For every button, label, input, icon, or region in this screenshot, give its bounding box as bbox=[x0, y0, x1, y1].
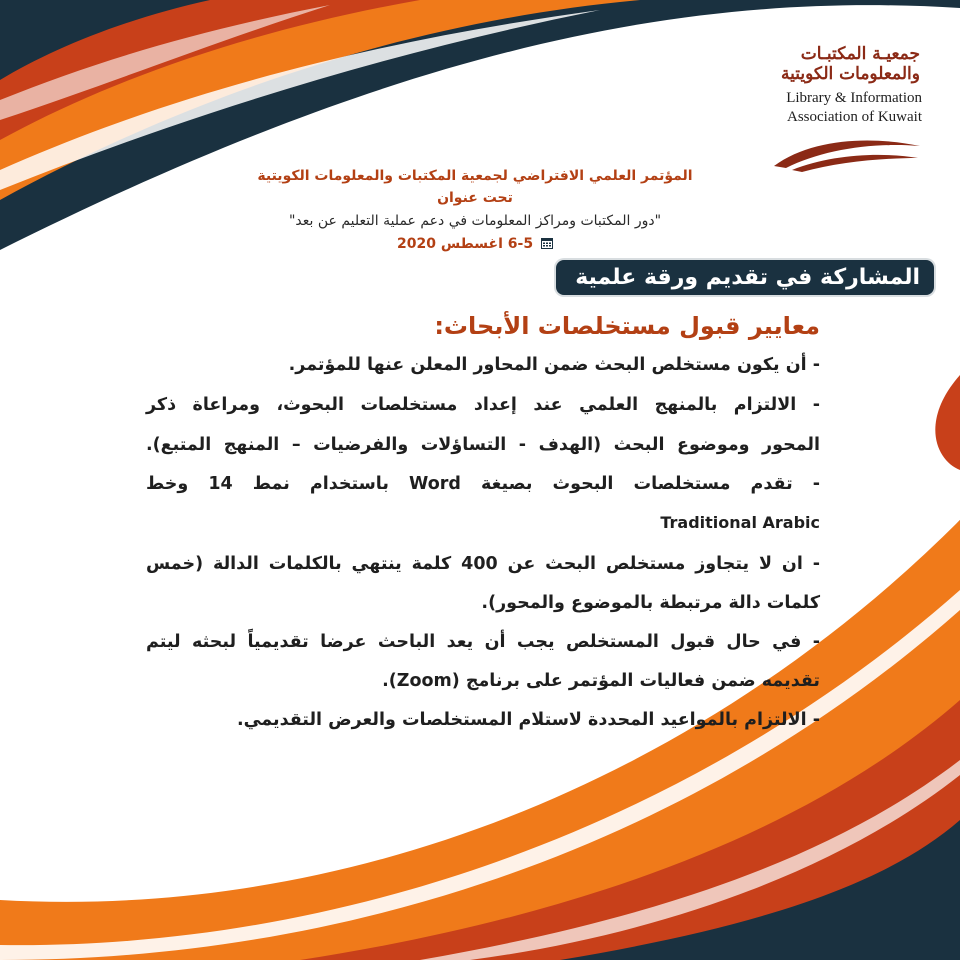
criteria-line: - الالتزام بالمنهج العلمي عند إعداد مستخلصات البحوث، ومراعاة ذكر bbox=[146, 395, 820, 415]
criteria-heading: معايير قبول مستخلصات الأبحاث: bbox=[434, 312, 820, 340]
criteria-line: - أن يكون مستخلص البحث ضمن المحاور المعلن عنها للمؤتمر. bbox=[288, 355, 820, 375]
logo-arabic-line1: جمعيـة المكتبـات bbox=[800, 44, 920, 64]
participation-banner-label: المشاركة في تقديم ورقة علمية bbox=[575, 265, 920, 290]
criteria-line: كلمات دالة مرتبطة بالموضوع والمحور). bbox=[481, 593, 820, 613]
criteria-line: المحور وموضوع البحث (الهدف - التساؤلات والفرضيات – المنهج المتبع). bbox=[146, 435, 820, 455]
conference-theme: "دور المكتبات ومراكز المعلومات في دعم عملية التعليم عن بعد" bbox=[288, 213, 662, 229]
conference-subtitle: تحت عنوان bbox=[437, 190, 513, 206]
criteria-line: - ان لا يتجاوز مستخلص البحث عن 400 كلمة ينتهي بالكلمات الدالة (خمس bbox=[146, 554, 821, 574]
criteria-line: تقديمه ضمن فعاليات المؤتمر على برنامج (Zoom). bbox=[382, 671, 820, 691]
criteria-line: - تقدم مستخلصات البحوث بصيغة Word باستخدام نمط 14 وخط bbox=[146, 474, 820, 494]
participation-banner bbox=[556, 260, 934, 295]
conference-title: المؤتمر العلمي الافتراضي لجمعية المكتبات والمعلومات الكويتية bbox=[257, 168, 693, 184]
criteria-line: - في حال قبول المستخلص يجب أن يعد الباحث عرضا تقديمياً لبحثه ليتم bbox=[146, 632, 820, 652]
right-red-stripe bbox=[935, 375, 960, 470]
criteria-line: Traditional Arabic bbox=[660, 513, 820, 532]
logo-arabic-line2: والمعلومات الكويتية bbox=[781, 64, 920, 84]
conference-date: 6-5 اغسطس 2020 bbox=[397, 236, 534, 252]
calendar-icon bbox=[541, 237, 553, 249]
logo-english-line1: Library & Information bbox=[786, 90, 922, 106]
conference-date-row bbox=[180, 236, 770, 252]
logo-swoosh-icon bbox=[772, 132, 922, 172]
logo-english-line2: Association of Kuwait bbox=[787, 109, 922, 125]
criteria-line: - الالتزام بالمواعيد المحددة لاستلام المستخلصات والعرض التقديمي. bbox=[236, 710, 820, 730]
